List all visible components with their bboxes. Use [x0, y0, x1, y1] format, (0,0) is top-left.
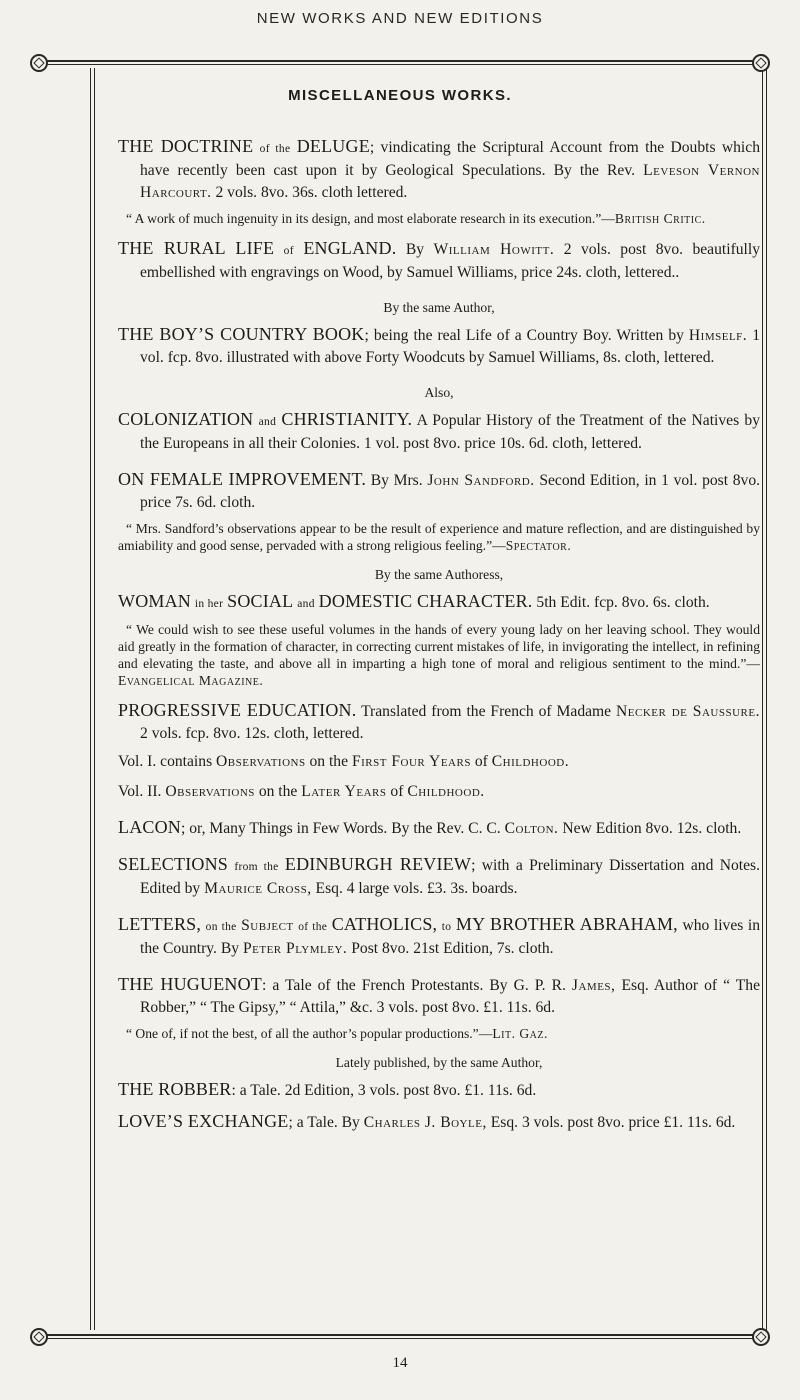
- entry-title: LETTERS,: [118, 914, 202, 934]
- corner-ornament-icon: [752, 54, 770, 72]
- review-source: British Critic.: [614, 211, 706, 226]
- entry-title: ON FEMALE IMPROVEMENT.: [118, 469, 367, 489]
- entry-author: John Sandford.: [427, 472, 535, 489]
- frame-top-rule: [44, 60, 760, 62]
- entry-description: ; vindicating the Scriptural Account from the Doubts which have recently been cast upon it by Geological Speculations. By the Rev.: [140, 139, 760, 179]
- entry-title: THE ROBBER: [118, 1079, 232, 1099]
- frame-top-rule-inner: [44, 64, 760, 65]
- frame-bottom-rule: [44, 1334, 760, 1336]
- listing-entry: SELECTIONS from the EDINBURGH REVIEW; with a Preliminary Dissertation and Notes. Edited by Maurice Cross, Esq. 4 large vols. £3. 3s. boards.: [118, 854, 761, 897]
- listing-entry: WOMAN in her SOCIAL and DOMESTIC CHARACTER. 5th Edit. fcp. 8vo. 6s. cloth.: [118, 591, 710, 611]
- listing-entry: ON FEMALE IMPROVEMENT. By Mrs. John Sandford. Second Edition, in 1 vol. post 8vo. price 7s. 6d. cloth.: [118, 469, 761, 511]
- page-number: 14: [392, 1355, 408, 1371]
- corner-ornament-icon: [752, 1328, 770, 1346]
- entry-title: LOVE’S EXCHANGE: [118, 1111, 289, 1131]
- listing-entry: THE RURAL LIFE of ENGLAND. By William Howitt. 2 vols. post 8vo. beautifully embellished with engravings on Wood, by Samuel Williams, price 24s. cloth, lettered..: [118, 238, 761, 281]
- review-source: Evangelical Magazine.: [118, 673, 264, 688]
- entry-title: WOMAN: [118, 591, 191, 611]
- entry-title: THE DOCTRINE: [118, 136, 254, 156]
- review-source: Lit. Gaz.: [492, 1026, 548, 1041]
- entry-author: Charles J. Boyle,: [363, 1114, 487, 1131]
- frame-right-rule: [762, 68, 763, 1330]
- entry-title: SELECTIONS: [118, 854, 228, 874]
- entry-author: Colton.: [504, 820, 559, 837]
- entry-title: THE RURAL LIFE: [118, 238, 275, 258]
- volume-note: Vol. I. contains Observations on the First Four Years of Childhood.: [118, 753, 570, 770]
- listing-entry: PROGRESSIVE EDUCATION. Translated from the French of Madame Necker de Saussure. 2 vols. fcp. 8vo. 12s. cloth, lettered.: [118, 700, 761, 742]
- catalogue-listing: [118, 135, 760, 1147]
- entry-author: Necker de Saussure.: [616, 703, 761, 720]
- corner-ornament-icon: [30, 1328, 48, 1346]
- running-head: NEW WORKS AND NEW EDITIONS: [256, 10, 544, 27]
- entry-author: Peter Plymley.: [242, 940, 348, 957]
- listing-entry: THE DOCTRINE of the DELUGE; vindicating the Scriptural Account from the Doubts which have recently been cast upon it by Geological Speculations. By the Rev. Leveson Vernon Harcourt. 2 vols. 8vo. 36s. cloth lettered.: [118, 136, 760, 201]
- section-title: MISCELLANEOUS WORKS.: [288, 87, 512, 104]
- note-same-author: By the same Author,: [383, 300, 495, 315]
- frame-left-rule-inner: [94, 68, 95, 1330]
- entry-author: James,: [571, 977, 616, 994]
- listing-entry: LOVE’S EXCHANGE; a Tale. By Charles J. Boyle, Esq. 3 vols. post 8vo. price £1. 11s. 6d.: [118, 1111, 736, 1131]
- review-quote: “ A work of much ingenuity in its design, and most elaborate research in its execution.”—British Critic.: [126, 211, 706, 226]
- listing-entry: THE HUGUENOT: a Tale of the French Protestants. By G. P. R. James, Esq. Author of “ The Robber,” “ The Gipsy,” “ Attila,” &c. 3 vols. post 8vo. £1. 11s. 6d.: [118, 974, 761, 1016]
- note-same-authoress: By the same Authoress,: [374, 567, 504, 582]
- entry-title: THE BOY’S COUNTRY BOOK: [118, 324, 365, 344]
- listing-entry: THE ROBBER: a Tale. 2d Edition, 3 vols. post 8vo. £1. 11s. 6d.: [118, 1079, 537, 1099]
- volume-note: Vol. II. Observations on the Later Years of Childhood.: [118, 783, 485, 800]
- entry-title: LACON: [118, 817, 181, 837]
- review-quote: “ One of, if not the best, of all the author’s popular productions.”—Lit. Gaz.: [126, 1026, 548, 1041]
- review-quote: “ We could wish to see these useful volumes in the hands of every young lady on her leaving school. They would aid greatly in the formation of character, in correcting current mistakes of life, in invigorating the intellect, in refining and elevating the taste, and above all in imparting a high tone of moral and religious sentiment to the mind.”—Evangelical Magazine.: [118, 622, 760, 688]
- entry-author: Himself.: [688, 327, 748, 344]
- entry-title: PROGRESSIVE EDUCATION.: [118, 700, 357, 720]
- review-source: Spectator.: [505, 538, 572, 553]
- entry-author: William Howitt.: [433, 241, 555, 258]
- entry-author: Maurice Cross,: [204, 880, 312, 897]
- entry-author: Leveson Vernon Harcourt.: [140, 162, 760, 201]
- corner-ornament-icon: [30, 54, 48, 72]
- entry-title: THE HUGUENOT: [118, 974, 262, 994]
- frame-bottom-rule-inner: [44, 1338, 760, 1339]
- listing-entry: THE BOY’S COUNTRY BOOK; being the real Life of a Country Boy. Written by Himself. 1 vol. fcp. 8vo. illustrated with above Forty Woodcuts by Samuel Williams, 8s. cloth, lettered.: [118, 324, 760, 366]
- note-also: Also,: [424, 385, 454, 400]
- review-quote: “ Mrs. Sandford’s observations appear to be the result of experience and mature reflection, and are distinguished by amiability and good sense, pervaded with a strong religious feeling.”—Spectator.: [118, 521, 760, 553]
- listing-entry: COLONIZATION and CHRISTIANITY. A Popular History of the Treatment of the Natives by the Europeans in all their Colonies. 1 vol. post 8vo. price 10s. 6d. cloth, lettered.: [118, 409, 760, 452]
- listing-entry: LETTERS, on the Subject of the CATHOLICS, to MY BROTHER ABRAHAM, who lives in the Country. By Peter Plymley. Post 8vo. 21st Edition, 7s. cloth.: [118, 914, 760, 957]
- frame-left-rule: [90, 68, 91, 1330]
- note-lately-published: Lately published, by the same Author,: [335, 1055, 543, 1070]
- frame-right-rule-inner: [766, 68, 767, 1330]
- listing-entry: LACON; or, Many Things in Few Words. By the Rev. C. C. Colton. New Edition 8vo. 12s. cloth.: [118, 817, 742, 837]
- entry-title: COLONIZATION: [118, 409, 254, 429]
